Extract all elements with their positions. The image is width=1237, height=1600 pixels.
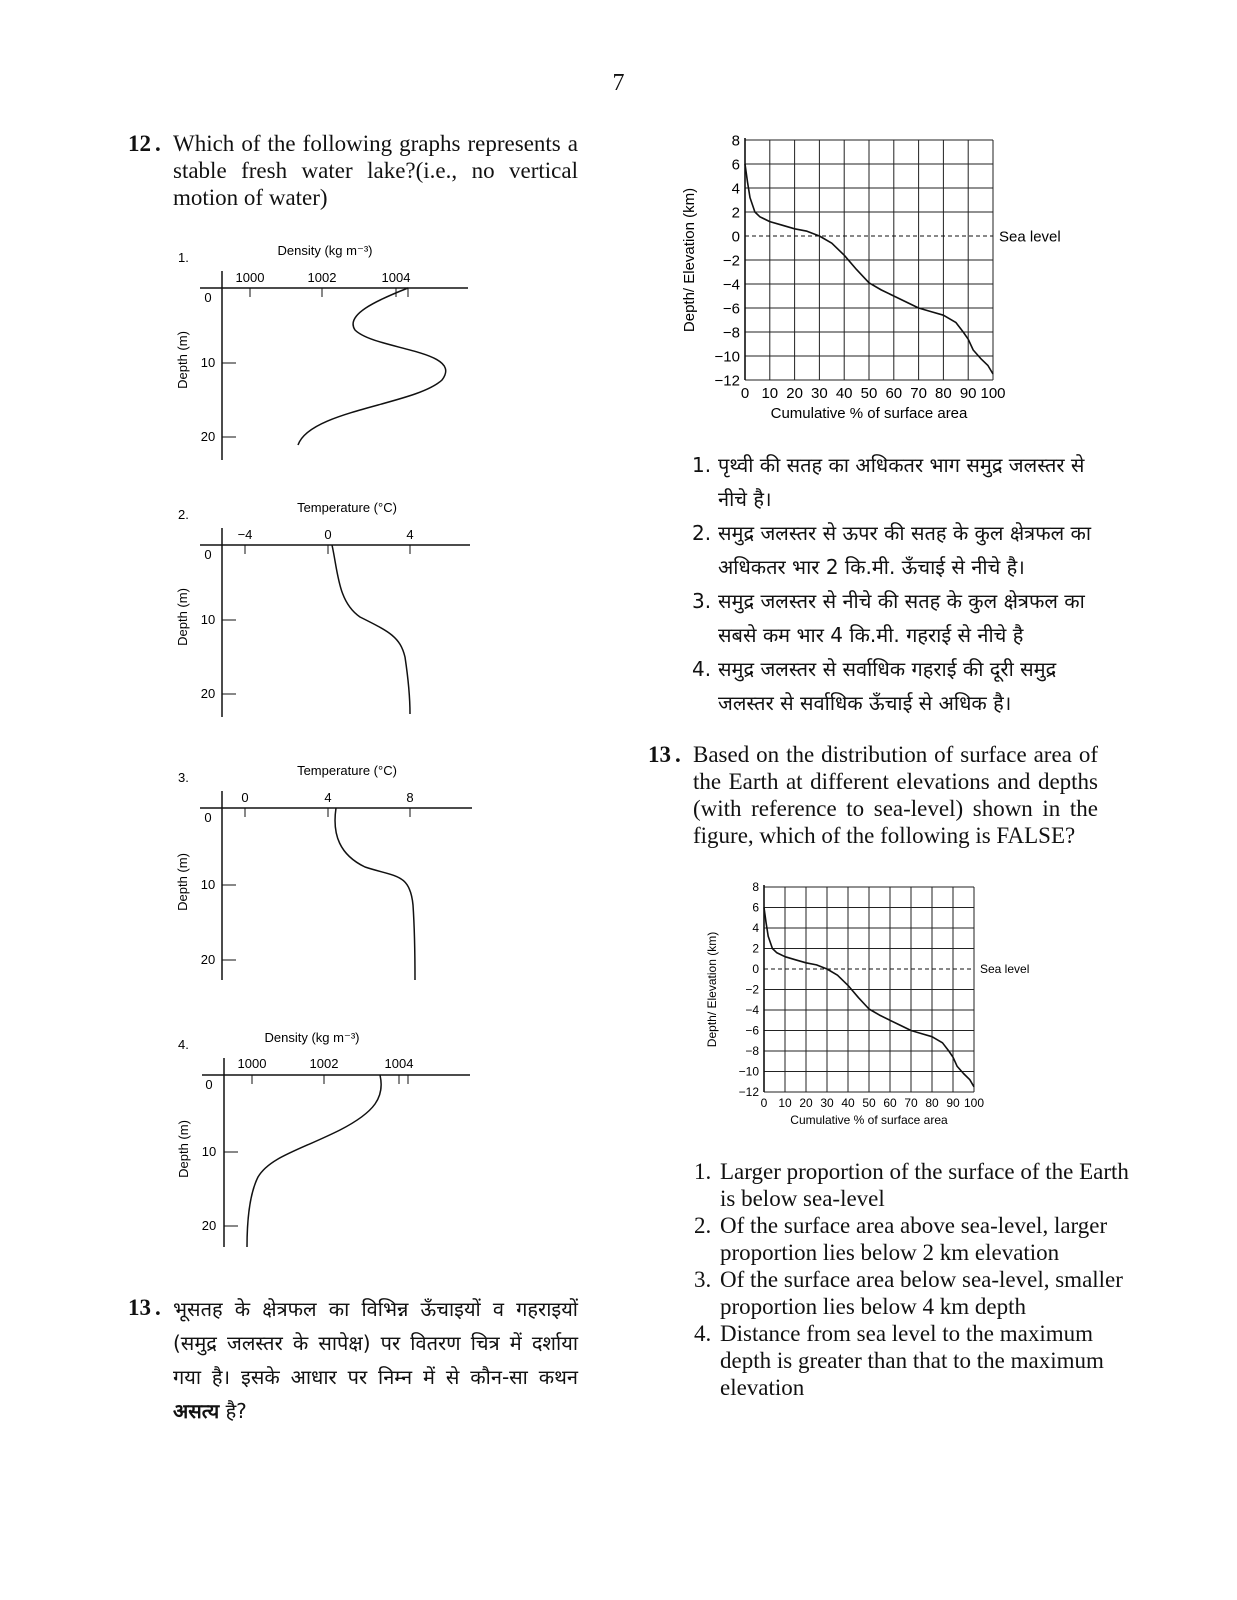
option-text: Distance from sea level to the maximum depth is greater than that to the maximum elevation [720, 1321, 1104, 1400]
sea-level-label: Sea level [980, 962, 1030, 977]
x-tick-label: 1000 [235, 270, 265, 285]
y-tick-label: 0 [731, 228, 740, 246]
graph-title: Temperature (°C) [297, 500, 397, 515]
y-axis-label: Depth/ Elevation (km) [681, 187, 698, 333]
graph-title: Density (kg m⁻³) [277, 243, 373, 258]
x-axis-label: Cumulative % of surface area [790, 1113, 948, 1127]
graph-label: 3. [178, 770, 189, 785]
y-tick-label: 0 [752, 962, 759, 977]
elevation-chart-large [670, 125, 1070, 430]
option-text: Larger proportion of the surface of the Earth is below sea-level [720, 1159, 1129, 1211]
q12-graph-4 [160, 1022, 490, 1252]
question-text-end: है? [225, 1399, 247, 1423]
question-number: 13 [128, 1295, 151, 1320]
sea-level-label: Sea level [999, 228, 1061, 246]
question-text-main: भूसतह के क्षेत्रफल का विभिन्न ऊँचाइयों व गहराइयों (समुद्र जलस्तर के सापेक्ष) पर वितरण चित्र में दर्शाया गया है। इसके आधार पर निम्न में से कौन-सा कथन [173, 1297, 578, 1389]
option-text: समुद्र जलस्तर से सर्वाधिक गहराई की दूरी समुद्र जलस्तर से सर्वाधिक ऊँचाई से अधिक है। [718, 657, 1057, 715]
graph-label: 2. [178, 507, 189, 522]
y-tick-label: −8 [745, 1044, 759, 1059]
option-number: 1. [692, 453, 712, 477]
x-tick-label: 10 [778, 1096, 792, 1110]
x-tick-label: 80 [925, 1096, 939, 1110]
graph-label: 1. [178, 250, 189, 265]
x-tick-label: 60 [885, 385, 903, 402]
y-tick-label: 8 [731, 132, 740, 150]
question-text: Based on the distribution of surface area of the Earth at different elevations and depths (with reference to sea-level) shown in the figure, which of the following is FALSE? [693, 742, 1098, 848]
hindi-options [692, 448, 1117, 720]
option-2[interactable] [694, 1212, 1134, 1266]
temperature-curve [335, 808, 415, 980]
y-axis-label: Depth (m) [176, 1120, 191, 1178]
question-text [173, 1292, 578, 1428]
y-tick-label: 0 [205, 1077, 213, 1092]
y-tick-label: 20 [200, 686, 216, 701]
x-axis-label: Cumulative % of surface area [770, 405, 968, 422]
y-tick-label: 4 [752, 921, 759, 936]
y-axis-label: Depth (m) [175, 853, 190, 911]
x-tick-label: 70 [904, 1096, 918, 1110]
english-options [694, 1158, 1134, 1401]
y-tick-label: −8 [722, 324, 740, 342]
x-tick-label: 100 [980, 385, 1006, 402]
question-number: 13 [648, 742, 671, 767]
x-tick-label: 8 [406, 790, 414, 805]
page-number: 7 [612, 70, 625, 96]
x-tick-label: 90 [946, 1096, 960, 1110]
y-tick-label: −6 [722, 300, 740, 318]
x-tick-label: 0 [760, 1096, 768, 1110]
graph-title: Temperature (°C) [297, 763, 397, 778]
x-tick-label: 1002 [309, 1056, 339, 1071]
elevation-chart-small [700, 877, 1050, 1132]
option-number: 2. [694, 1213, 712, 1238]
x-tick-label: 40 [841, 1096, 855, 1110]
option-1[interactable] [694, 1158, 1134, 1212]
x-tick-label: 20 [799, 1096, 813, 1110]
option-2[interactable] [692, 516, 1117, 584]
option-text: पृथ्वी की सतह का अधिकतर भाग समुद्र जलस्तर से नीचे है। [718, 453, 1085, 511]
option-4[interactable] [692, 652, 1117, 720]
option-text: Of the surface area above sea-level, larger proportion lies below 2 km elevation [720, 1213, 1108, 1265]
y-tick-label: 20 [200, 429, 216, 444]
option-number: 3. [694, 1267, 712, 1292]
y-tick-label: −4 [745, 1003, 759, 1018]
option-number: 4. [692, 657, 712, 681]
x-tick-label: 50 [862, 1096, 876, 1110]
y-tick-label: 10 [201, 1144, 217, 1159]
x-tick-label: 10 [761, 385, 779, 402]
y-axis-label: Depth (m) [175, 331, 190, 389]
y-axis-label: Depth (m) [175, 588, 190, 646]
y-tick-label: 6 [731, 156, 740, 174]
graph-title: Density (kg m⁻³) [264, 1030, 360, 1045]
option-text: Of the surface area below sea-level, smaller proportion lies below 4 km depth [720, 1267, 1123, 1319]
x-tick-label: 20 [786, 385, 803, 402]
y-tick-label: 20 [200, 952, 216, 967]
x-tick-label: 90 [959, 385, 977, 402]
x-tick-label: 30 [811, 385, 828, 402]
question-text-emphasis: असत्य [173, 1399, 220, 1423]
y-tick-label: −12 [714, 372, 740, 390]
temperature-curve [332, 545, 410, 714]
question-number: 12 [128, 131, 151, 156]
option-text: समुद्र जलस्तर से ऊपर की सतह के कुल क्षेत्रफल का अधिकतर भार 2 कि.मी. ऊँचाई से नीचे है। [718, 521, 1092, 579]
y-tick-label: −12 [738, 1085, 759, 1100]
y-tick-label: −2 [722, 252, 740, 270]
x-tick-label: 60 [883, 1096, 897, 1110]
option-4[interactable] [694, 1320, 1134, 1401]
x-tick-label: 40 [835, 385, 853, 402]
question-text: Which of the following graphs represents a stable fresh water lake?(i.e., no vertical motion of water) [173, 131, 578, 210]
x-tick-label: 0 [324, 527, 332, 542]
x-tick-label: 1004 [381, 270, 411, 285]
y-tick-label: 2 [731, 204, 740, 222]
y-tick-label: −2 [745, 982, 759, 997]
x-tick-label: 80 [935, 385, 952, 402]
y-axis-label: Depth/ Elevation (km) [705, 931, 719, 1048]
y-tick-label: 6 [752, 900, 759, 915]
x-tick-label: 0 [241, 790, 249, 805]
y-tick-label: 0 [204, 290, 212, 305]
x-tick-label: 1000 [237, 1056, 267, 1071]
y-tick-label: 20 [201, 1218, 217, 1233]
x-tick-label: 70 [910, 385, 927, 402]
option-text: समुद्र जलस्तर से नीचे की सतह के कुल क्षेत्रफल का सबसे कम भार 4 कि.मी. गहराई से नीचे है [718, 589, 1085, 647]
y-tick-label: −6 [745, 1023, 759, 1038]
option-number: 1. [694, 1159, 712, 1184]
graph-label: 4. [178, 1037, 189, 1052]
q12-graph-3 [160, 755, 490, 985]
x-tick-label: 50 [860, 385, 878, 402]
option-1[interactable] [692, 448, 1117, 516]
x-tick-label: 4 [324, 790, 332, 805]
y-tick-label: 0 [204, 547, 212, 562]
y-tick-label: 8 [752, 880, 759, 895]
y-tick-label: 2 [752, 941, 759, 956]
y-tick-label: −10 [714, 348, 740, 366]
x-tick-label: 4 [406, 527, 414, 542]
y-tick-label: 10 [200, 355, 216, 370]
x-tick-label: 1004 [384, 1056, 414, 1071]
q12-graph-2 [160, 492, 490, 722]
x-tick-label: 1002 [307, 270, 337, 285]
density-curve [298, 288, 446, 445]
density-curve [247, 1075, 381, 1247]
option-number: 3. [692, 589, 712, 613]
option-number: 2. [692, 521, 712, 545]
x-tick-label: 30 [820, 1096, 834, 1110]
x-tick-label: −4 [237, 527, 253, 542]
y-tick-label: −10 [738, 1064, 759, 1079]
option-3[interactable] [694, 1266, 1134, 1320]
q12-graph-1 [160, 235, 490, 465]
x-tick-label: 0 [740, 385, 750, 402]
y-tick-label: 10 [200, 612, 216, 627]
option-number: 4. [694, 1321, 712, 1346]
option-3[interactable] [692, 584, 1117, 652]
x-tick-label: 100 [963, 1096, 985, 1110]
y-tick-label: −4 [722, 276, 740, 294]
y-tick-label: 4 [731, 180, 740, 198]
y-tick-label: 10 [200, 877, 216, 892]
y-tick-label: 0 [204, 810, 212, 825]
